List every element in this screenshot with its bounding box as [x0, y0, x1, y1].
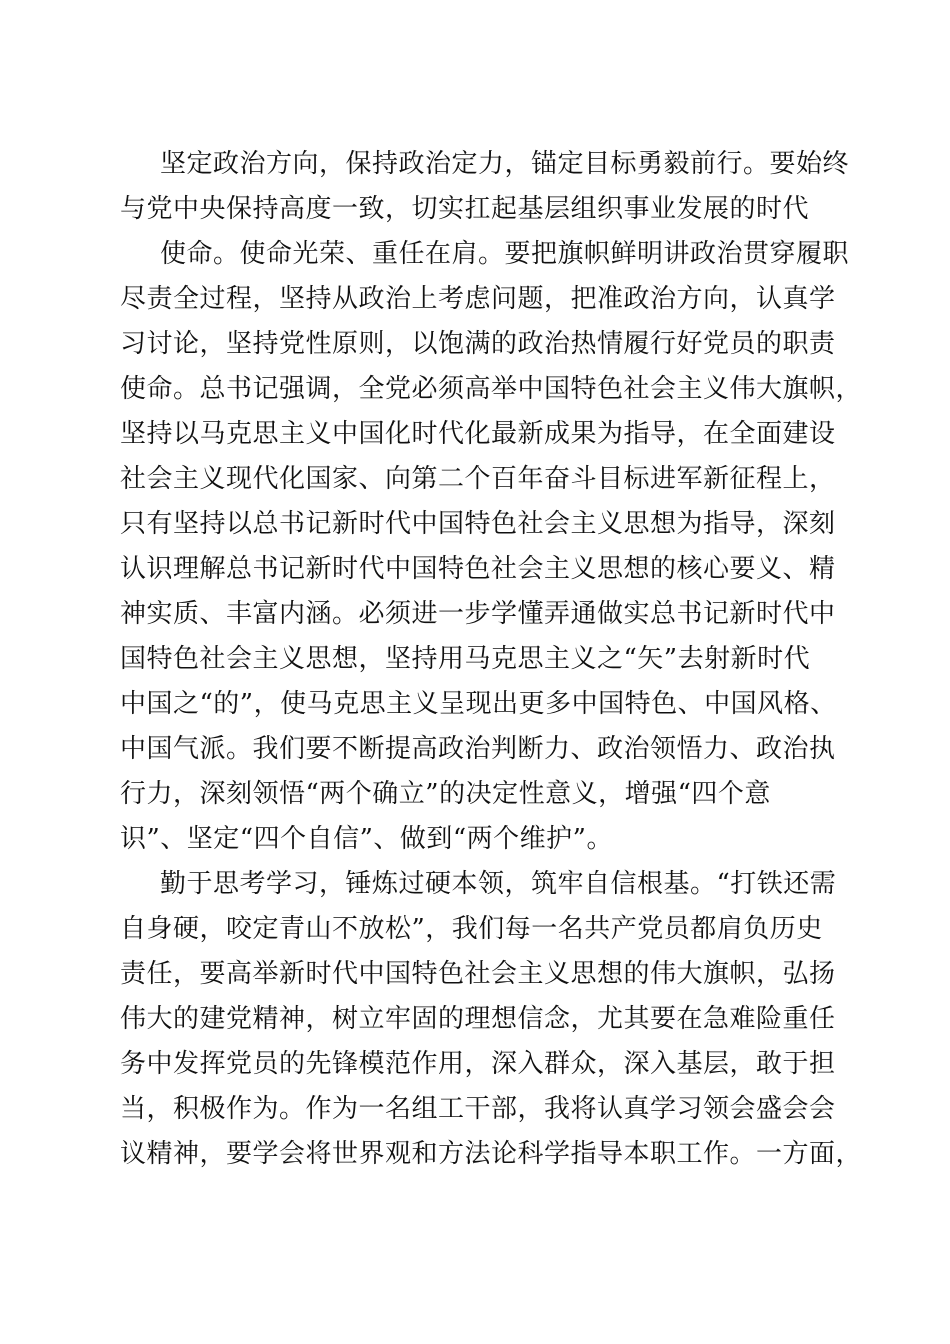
paragraph-1-line-14: 中国气派。我们要不断提高政治判断力、政治领悟力、政治执: [120, 734, 836, 764]
paragraph-2-line-6: 当，积极作为。作为一名组工干部，我将认真学习领会盛会会: [120, 1094, 836, 1124]
paragraph-1-line-2: 与党中央保持高度一致，切实扛起基层组织事业发展的时代: [120, 194, 810, 224]
paragraph-2-line-5: 务中发挥党员的先锋模范作用，深入群众，深入基层，敢于担: [120, 1049, 836, 1079]
paragraph-1-line-7: 坚持以马克思主义中国化时代化最新成果为指导，在全面建设: [120, 419, 836, 449]
paragraph-2-line-2: 自身硬，咬定青山不放松”，我们每一名共产党员都肩负历史: [120, 914, 823, 944]
paragraph-1-line-10: 认识理解总书记新时代中国特色社会主义思想的核心要义、精: [120, 554, 836, 584]
paragraph-1-line-11: 神实质、丰富内涵。必须进一步学懂弄通做实总书记新时代中: [120, 599, 836, 629]
paragraph-2-line-1: 勤于思考学习，锤炼过硬本领，筑牢自信根基。“打铁还需: [160, 869, 837, 899]
paragraph-2-line-7: 议精神，要学会将世界观和方法论科学指导本职工作。一方面，: [120, 1139, 863, 1169]
paragraph-1-line-6: 使命。总书记强调，全党必须高举中国特色社会主义伟大旗帜，: [120, 374, 863, 404]
paragraph-1-line-8: 社会主义现代化国家、向第二个百年奋斗目标进军新征程上，: [120, 464, 836, 494]
paragraph-1-line-3: 使命。使命光荣、重任在肩。要把旗帜鲜明讲政治贯穿履职: [160, 239, 850, 269]
paragraph-1-line-16: 识”、坚定“四个自信”、做到“两个维护”。: [120, 824, 613, 854]
paragraph-1-line-1: 坚定政治方向，保持政治定力，锚定目标勇毅前行。要始终: [160, 149, 850, 179]
paragraph-1-line-12: 国特色社会主义思想，坚持用马克思主义之“矢”去射新时代: [120, 644, 811, 674]
paragraph-2-line-4: 伟大的建党精神，树立牢固的理想信念，尤其要在急难险重任: [120, 1004, 836, 1034]
paragraph-1-line-5: 习讨论，坚持党性原则，以饱满的政治热情履行好党员的职责: [120, 329, 836, 359]
paragraph-1-line-13: 中国之“的”，使马克思主义呈现出更多中国特色、中国风格、: [120, 689, 837, 719]
paragraph-1-line-4: 尽责全过程，坚持从政治上考虑问题，把准政治方向，认真学: [120, 284, 836, 314]
paragraph-1-line-9: 只有坚持以总书记新时代中国特色社会主义思想为指导，深刻: [120, 509, 836, 539]
paragraph-2-line-3: 责任，要高举新时代中国特色社会主义思想的伟大旗帜，弘扬: [120, 959, 836, 989]
paragraph-1-line-15: 行力，深刻领悟“两个确立”的决定性意义，增强“四个意: [120, 779, 771, 809]
